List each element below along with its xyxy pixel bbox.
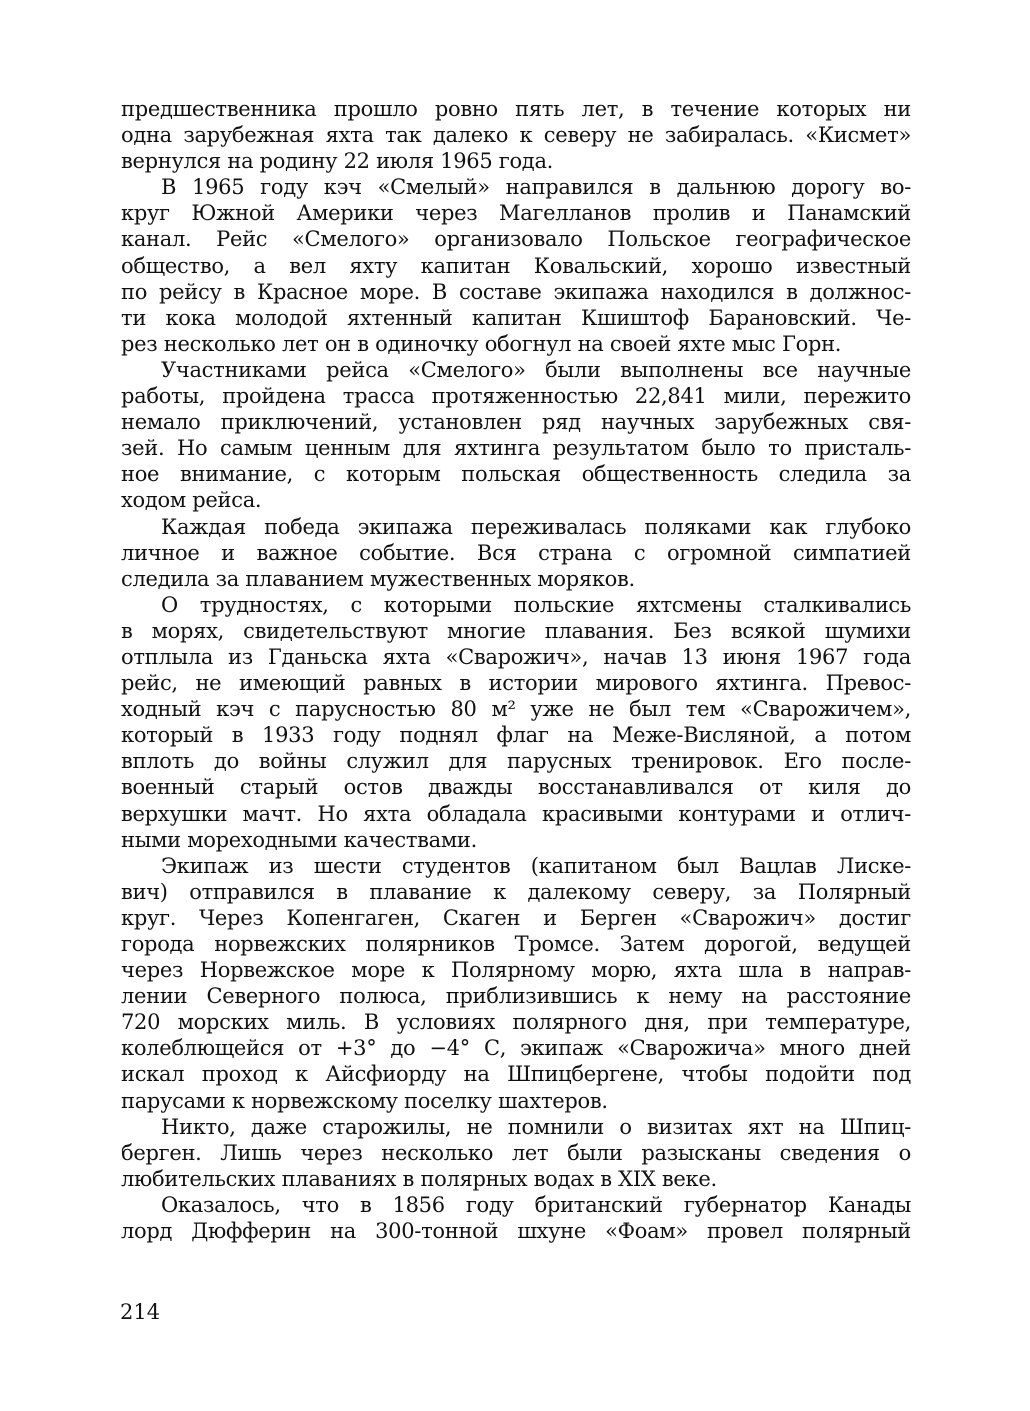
text-line: 720 морских миль. В условиях полярного дня, при температуре, [121, 1010, 911, 1035]
text-line: вплоть до войны служил для парусных тренировок. Его после- [121, 749, 911, 774]
paragraph [121, 1114, 911, 1192]
text-line: ти кока молодой яхтенный капитан Кшиштоф Барановский. Че- [121, 305, 911, 330]
text-line: круг. Через Копенгаген, Скаген и Берген «Сварожич» достиг [121, 905, 911, 930]
text-line: немало приключений, установлен ряд научных зарубежных свя- [121, 410, 911, 435]
text-line: работы, пройдена трасса протяженностью 22,841 мили, пережито [121, 384, 911, 409]
text-line: ходный кэч с парусностью 80 м² уже не был тем «Сварожичем», [121, 697, 911, 722]
text-line: одна зарубежная яхта так далеко к северу не забиралась. «Кисмет» [121, 123, 911, 148]
text-line: военный старый остов дважды восстанавливался от киля до [121, 775, 911, 800]
text-line: зей. Но самым ценным для яхтинга результатом было то присталь- [121, 436, 911, 461]
text-line: лорд Дюфферин на 300-тонной шхуне «Фоам» провел полярный [121, 1219, 911, 1244]
text-line: общество, а вел яхту капитан Ковальский, хорошо известный [121, 253, 911, 278]
text-line: колеблющейся от +3° до −4° С, экипаж «Сварожича» много дней [121, 1036, 911, 1061]
text-line: Каждая победа экипажа переживалась поляками как глубоко [161, 514, 911, 539]
text-line: личное и важное событие. Вся страна с огромной симпатией [121, 540, 911, 565]
text-line: отплыла из Гданьска яхта «Сварожич», начав 13 июня 1967 года [121, 644, 911, 669]
text-line: Никто, даже старожилы, не помнили о визитах яхт на Шпиц- [161, 1114, 911, 1139]
text-line: города норвежских полярников Тромсе. Затем дорогой, ведущей [121, 932, 911, 956]
text-line: в морях, свидетельствуют многие плавания. Без всякой шумихи [121, 618, 911, 643]
text-line: Экипаж из шести студентов (капитаном был Вацлав Лиске- [161, 853, 911, 878]
text-line: рейс, не имеющий равных в истории мирового яхтинга. Превос- [121, 671, 911, 696]
text-line: ное внимание, с которым польская общественность следила за [121, 462, 911, 487]
text-line: через Норвежское море к Полярному морю, яхта шла в направ- [121, 958, 911, 983]
text-line: канал. Рейс «Смелого» организовало Польское географическое [121, 227, 911, 252]
text-line: ходом рейса. [121, 488, 262, 513]
text-line: следила за плаванием мужественных моряков. [121, 566, 635, 591]
text-line: по рейсу в Красное море. В составе экипажа находился в должнос- [121, 279, 911, 304]
text-line: круг Южной Америки через Магелланов пролив и Панамский [121, 201, 911, 226]
text-line: любительских плаваниях в полярных водах в XIX веке. [121, 1166, 717, 1191]
paragraph [121, 174, 911, 357]
text-line: верхушки мачт. Но яхта обладала красивыми контурами и отлич- [121, 801, 911, 826]
text-line: ными мореходными качествами. [121, 827, 477, 852]
paragraph [121, 1192, 911, 1244]
text-line: предшественника прошло ровно пять лет, в течение которых ни [121, 97, 911, 121]
text-line: который в 1933 году поднял флаг на Меже-Висляной, а потом [121, 723, 911, 748]
text-line: парусами к норвежскому поселку шахтеров. [121, 1088, 608, 1113]
text-line: О трудностях, с которыми польские яхтсмены сталкивались [161, 592, 911, 617]
text-line: вич) отправился в плавание к далекому северу, за Полярный [121, 879, 911, 904]
paragraph [121, 96, 911, 174]
paragraph [121, 592, 911, 853]
page-body [121, 96, 911, 1244]
text-line: рез несколько лет он в одиночку обогнул на своей яхте мыс Горн. [121, 331, 842, 356]
text-line: вернулся на родину 22 июля 1965 года. [121, 149, 554, 174]
text-line: лении Северного полюса, приблизившись к нему на расстояние [121, 984, 911, 1009]
text-line: Участниками рейса «Смелого» были выполнены все научные [161, 357, 911, 382]
page-number: 214 [120, 1300, 161, 1324]
text-line: берген. Лишь через несколько лет были разысканы сведения о [121, 1140, 911, 1165]
text-line: искал проход к Айсфиорду на Шпицбергене, чтобы подойти под [121, 1062, 911, 1087]
text-line: В 1965 году кэч «Смелый» направился в дальнюю дорогу во- [161, 175, 911, 200]
paragraph [121, 853, 911, 1114]
paragraph [121, 514, 911, 592]
paragraph [121, 357, 911, 514]
text-line: Оказалось, что в 1856 году британский губернатор Канады [161, 1192, 911, 1217]
